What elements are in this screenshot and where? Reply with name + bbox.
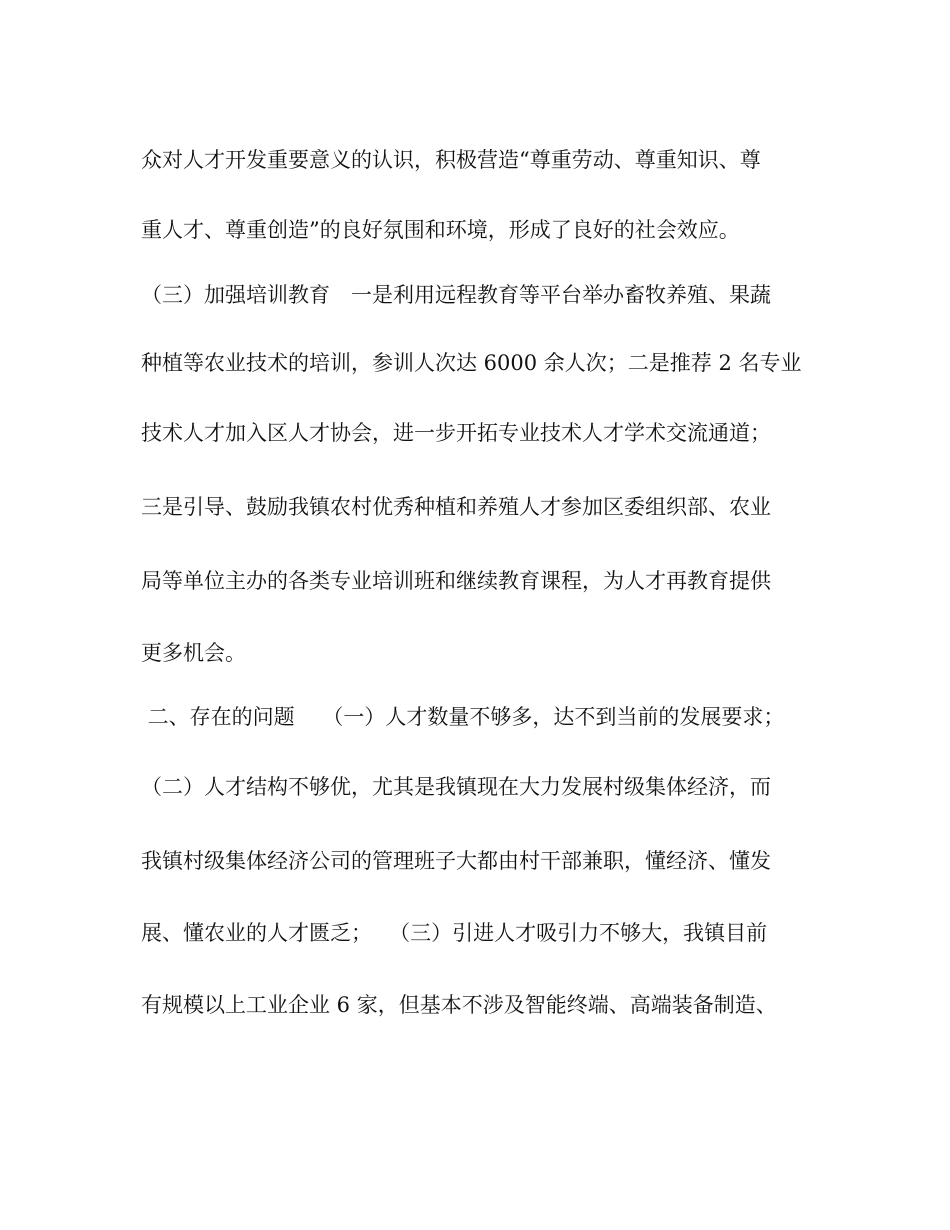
paragraph-line: 我镇村级集体经济公司的管理班子大都由村干部兼职，懂经济、懂发 [141, 849, 771, 873]
paragraph-line: 技术人才加入区人才协会，进一步开拓专业技术人才学术交流通道； [141, 421, 771, 445]
paragraph-line: 种植等农业技术的培训，参训人次达 6000 余人次；二是推荐 2 名专业 [141, 351, 802, 375]
section-heading-line: （三）加强培训教育 一是利用远程教育等平台举办畜牧养殖、果蔬 [141, 283, 771, 307]
paragraph-line: （二）人才结构不够优，尤其是我镇现在大力发展村级集体经济，而 [141, 775, 771, 799]
paragraph-line: 众对人才开发重要意义的认识，积极营造“尊重劳动、尊重知识、尊 [141, 148, 761, 172]
paragraph-line: 展、懂农业的人才匮乏； （三）引进人才吸引力不够大，我镇目前 [141, 921, 768, 945]
paragraph-line: 有规模以上工业企业 6 家，但基本不涉及智能终端、高端装备制造、 [141, 993, 777, 1017]
paragraph-line: 三是引导、鼓励我镇农村优秀种植和养殖人才参加区委组织部、农业 [141, 495, 771, 519]
paragraph-line: 重人才、尊重创造”的良好氛围和环境，形成了良好的社会效应。 [141, 218, 740, 242]
paragraph-line: 更多机会。 [141, 641, 246, 665]
section-heading-line: 二、存在的问题 （一）人才数量不够多，达不到当前的发展要求； [141, 705, 785, 729]
paragraph-line: 局等单位主办的各类专业培训班和继续教育课程，为人才再教育提供 [141, 569, 771, 593]
